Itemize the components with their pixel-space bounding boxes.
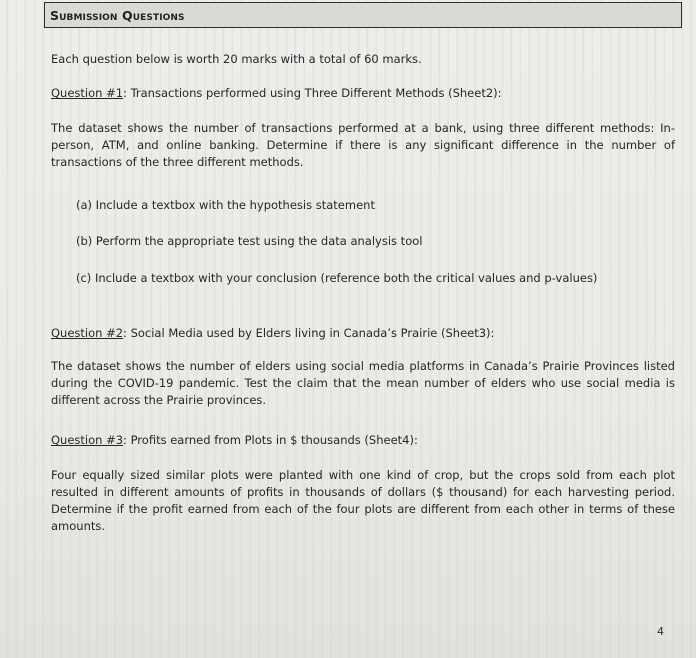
section-title: Submission Questions	[50, 8, 185, 23]
question-3-label: Question #3	[51, 433, 124, 447]
question-1-title: : Transactions performed using Three Different Methods (Sheet2):	[123, 86, 502, 100]
question-1-item-c: (c) Include a textbox with your conclusion (reference both the critical values and p-values)	[76, 271, 598, 285]
section-header	[44, 2, 682, 28]
intro-text: Each question below is worth 20 marks with a total of 60 marks.	[51, 52, 422, 66]
question-1-heading	[51, 86, 502, 100]
question-2-heading	[51, 326, 494, 340]
question-3-heading	[51, 433, 418, 447]
question-1-item-a: (a) Include a textbox with the hypothesis statement	[76, 198, 375, 212]
question-1-label: Question #1	[51, 86, 124, 100]
question-3-title: : Profits earned from Plots in $ thousands (Sheet4):	[123, 433, 418, 447]
question-2-paragraph: The dataset shows the number of elders using social media platforms in Canada’s Prairie Provinces listed during the COVID-19 pandemic. Test the claim that the mean number of elders who use social media is different across the Prairie provinces.	[51, 359, 675, 407]
question-2-title: : Social Media used by Elders living in Canada’s Prairie (Sheet3):	[123, 326, 495, 340]
page-number: 4	[657, 625, 664, 638]
question-1-item-b: (b) Perform the appropriate test using the data analysis tool	[76, 234, 423, 248]
question-2-label: Question #2	[51, 326, 124, 340]
question-1-paragraph: The dataset shows the number of transactions performed at a bank, using three different methods: In-person, ATM, and online banking. Determine if there is any significant difference in the number of transactions of the three different methods.	[51, 121, 675, 169]
question-3-paragraph: Four equally sized similar plots were planted with one kind of crop, but the crops sold from each plot resulted in different amounts of profits in thousands of dollars ($ thousand) for each harvesting period. Determine if the profit earned from each of the four plots are different from each other in terms of these amounts.	[51, 468, 675, 533]
